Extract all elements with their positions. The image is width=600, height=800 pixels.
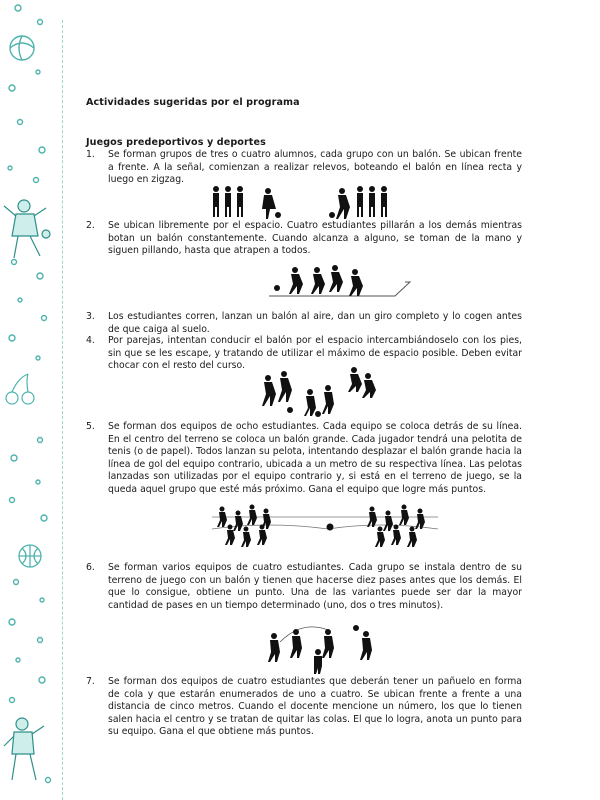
item-number: 1. <box>86 149 95 160</box>
item-text: Se forman dos equipos de ocho estudiantes. Cada equipo se coloca detrás de su línea. En el centro del terreno se coloca un balón grande. Cada jugador tendrá una pelotita de tenis (o de papel). Todos lanzan su pelota, intentando desplazar el balón grande hacia la línea de gol del equipo contrario, ubicada a un metro de su respectiva línea. Las pelotas lanzadas son utilizadas por el equipo contrario y, si está en el terreno de juego, se la queda aquel grupo que esté más próximo. Gana el equipo que logre más puntos. <box>108 421 522 495</box>
item-number: 7. <box>86 676 95 687</box>
item-text: Se forman grupos de tres o cuatro alumnos, cada grupo con un balón. Se ubican frente a frente. A la señal, comienzan a realizar relevos, boteando el balón en línea recta y luego en zigzag. <box>108 149 522 186</box>
item-text: Por parejas, intentan conducir el balón por el espacio intercambiándoselo con los pies, sin que se les escape, y tratando de utilizar el máximo de espacio posible. Deben evitar chocar con el resto del curso. <box>108 335 522 372</box>
section-title: Actividades sugeridas por el programa <box>86 97 300 108</box>
item-text: Se ubican libremente por el espacio. Cuatro estudiantes pillarán a los demás mientras botan un balón constantemente. Cuando alcanza a alguno, se toman de la mano y siguen pillando, hasta que atrapen a todos. <box>108 220 522 257</box>
item-text: Los estudiantes corren, lanzan un balón al aire, dan un giro completo y lo cogen antes de que caiga al suelo. <box>108 311 522 335</box>
item-number: 2. <box>86 220 95 231</box>
margin-decoration <box>0 0 60 800</box>
item-text: Se forman varios equipos de cuatro estudiantes. Cada grupo se instala dentro de su terreno de juego con un balón y tienen que hacerse diez pases antes que los demás. El que lo consigue, obtiene un punto. Una de las variantes puede ser dar la mayor cantidad de pases en un tiempo determinado (uno, dos o tres minutos). <box>108 562 522 611</box>
team-ball-throw-illustration <box>210 503 440 549</box>
activity-item-5 <box>86 421 522 497</box>
item-number: 5. <box>86 421 95 432</box>
relay-dribbling-illustration <box>210 185 390 221</box>
activity-item-1 <box>86 149 522 187</box>
activity-item-3 <box>86 311 522 336</box>
page-divider <box>62 20 64 800</box>
ball-passing-pairs-illustration <box>258 366 378 418</box>
item-number: 3. <box>86 311 95 322</box>
ten-passes-illustration <box>262 622 382 674</box>
activity-item-2 <box>86 220 522 258</box>
item-text: Se forman dos equipos de cuatro estudiantes que deberán tener un pañuelo en forma de cola y que estarán enumerados de uno a cuatro. Se ubican frente a frente a una distancia de cinco metros. Cuando el docente mencione un número, los que lo tienen salen hacia el centro y se tratan de quitar las colas. El que lo logra, anota un punto para su equipo. Gana el que obtiene más puntos. <box>108 676 522 738</box>
activity-item-7 <box>86 676 522 739</box>
item-number: 4. <box>86 335 95 346</box>
subsection-title: Juegos predeportivos y deportes <box>86 137 266 148</box>
item-number: 6. <box>86 562 95 573</box>
activity-item-6 <box>86 562 522 612</box>
tag-game-illustration <box>265 264 415 300</box>
